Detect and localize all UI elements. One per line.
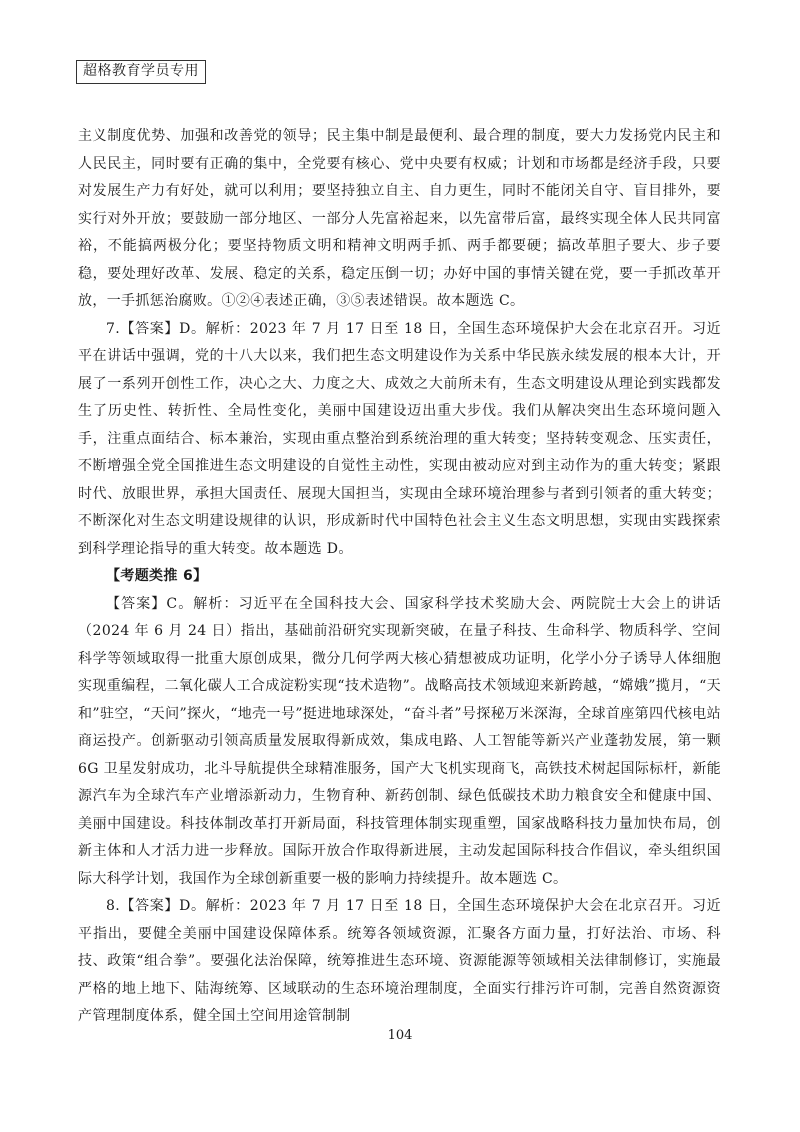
section-heading: 【考题类推 6】	[106, 568, 208, 584]
paragraph-q7-answer: 7.【答案】D。解析：2023 年 7 月 17 日至 18 日，全国生态环境保护大会在北京召开。习近平在讲话中强调，党的十八大以来，我们把生态文明建设作为关系中华民族永续发展的根本大计，开展了一系列开创性工作，决心之大、力度之大、成效之大前所未有，生态文明建设从理论到实践都发生了历史性、转折性、全局性变化，美丽中国建设迈出重大步伐。我们从解决突出生态环境问题入手，注重点面结合、标本兼治，实现由重点整治到系统治理的重大转变；坚持转变观念、压实责任，不断增强全党全国推进生态文明建设的自觉性主动性，实现由被动应对到主动作为的重大转变；紧跟时代、放眼世界，承担大国责任、展现大国担当，实现由全球环境治理参与者到引领者的重大转变；不断深化对生态文明建设规律的认识，形成新时代中国特色社会主义生态文明思想，实现由实践探索到科学理论指导的重大转变。故本题选 D。	[78, 320, 721, 557]
page-number: 104	[387, 1028, 413, 1043]
page-body	[78, 123, 721, 1031]
header-label: 超格教育学员专用	[76, 60, 206, 84]
paragraph-analogy-answer: 【答案】C。解析：习近平在全国科技大会、国家科学技术奖励大会、两院院士大会上的讲话（2024 年 6 月 24 日）指出，基础前沿研究实现新突破，在量子科技、生命科学、物质科学、空间科学等领域取得一批重大原创成果，微分几何学两大核心猜想被成功证明，化学小分子诱导人体细胞实现重编程，二氧化碳人工合成淀粉实现“技术造物”。战略高技术领域迎来新跨越，“嫦娥”揽月，“天和”驻空，“天问”探火，“地壳一号”挺进地球深处，“奋斗者”号探秘万米深海，全球首座第四代核电站商运投产。创新驱动引领高质量发展取得新成效，集成电路、人工智能等新兴产业蓬勃发展，第一颗 6G 卫星发射成功，北斗导航提供全球精准服务，国产大飞机实现商飞，高铁技术树起国际标杆，新能源汽车为全球汽车产业增添新动力，生物育种、新药创制、绿色低碳技术助力粮食安全和健康中国、美丽中国建设。科技体制改革打开新局面，科技管理体制实现重塑，国家战略科技力量加快布局，创新主体和人才活力进一步释放。国际开放合作取得新进展，主动发起国际科技合作倡议，牵头组织国际大科学计划，我国作为全球创新重要一极的影响力持续提升。故本题选 C。	[78, 595, 721, 887]
paragraph-q8-answer: 8.【答案】D。解析：2023 年 7 月 17 日至 18 日，全国生态环境保护大会在北京召开。习近平指出，要健全美丽中国建设保障体系。统筹各领域资源，汇聚各方面力量，打好法治、市场、科技、政策“组合拳”。要强化法治保障，统筹推进生态环境、资源能源等领域相关法律制修订，实施最严格的地上地下、陆海统筹、区域联动的生态环境治理制度，全面实行排污许可制，完善自然资源资产管理制度体系，健全国土空间用途管制制	[78, 898, 721, 1024]
paragraph-continuation: 主义制度优势、加强和改善党的领导；民主集中制是最便利、最合理的制度，要大力发扬党内民主和人民民主，同时要有正确的集中，全党要有核心、党中央要有权威；计划和市场都是经济手段，只要对发展生产力有好处，就可以利用；要坚持独立自主、自力更生，同时不能闭关自守、盲目排外，要实行对外开放；要鼓励一部分地区、一部分人先富裕起来，以先富带后富，最终实现全体人民共同富裕，不能搞两极分化；要坚持物质文明和精神文明两手抓、两手都要硬；搞改革胆子要大、步子要稳，要处理好改革、发展、稳定的关系，稳定压倒一切；办好中国的事情关键在党，要一手抓改革开放，一手抓惩治腐败。①②④表述正确，③⑤表述错误。故本题选 C。	[78, 128, 721, 309]
